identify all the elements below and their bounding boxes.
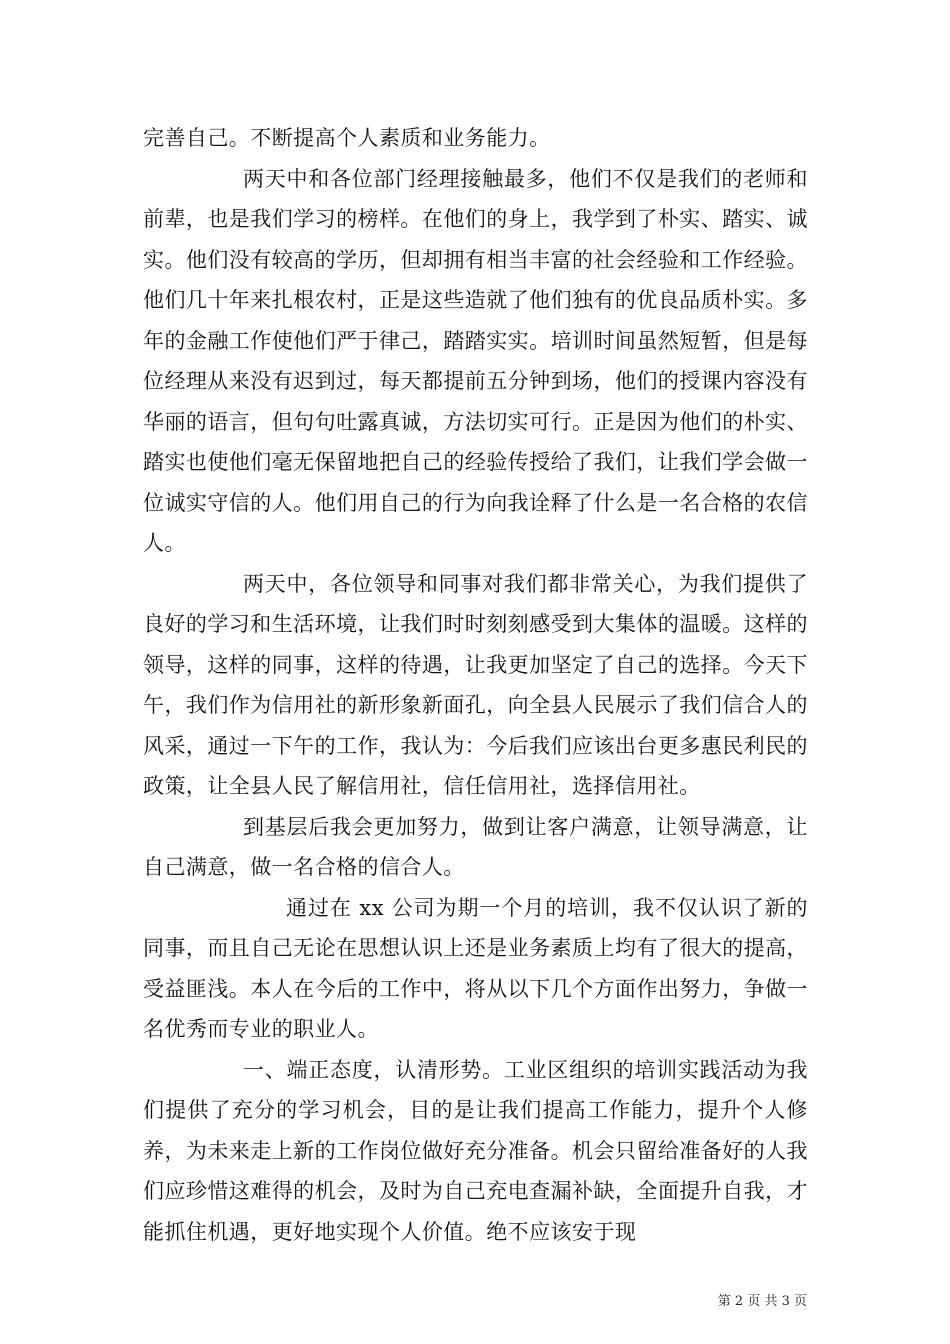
paragraph-managers: 两天中和各位部门经理接触最多，他们不仅是我们的老师和前辈，也是我们学习的榜样。在他们的身上，我学到了朴实、踏实、诚实。他们没有较高的学历，但却拥有相当丰富的社会经验和工作经验。他们几十年来扎根农村，正是这些造就了他们独有的优良品质朴实。多年的金融工作使他们严于律己，踏踏实实。培训时间虽然短暂，但是每位经理从来没有迟到过，每天都提前五分钟到场，他们的授课内容没有华丽的语言，但句句吐露真诚，方法切实可行。正是因为他们的朴实、踏实也使他们毫无保留地把自己的经验传授给了我们，让我们学会做一位诚实守信的人。他们用自己的行为向我诠释了什么是一名合格的农信人。 (143, 166, 808, 555)
page-number-footer: 第 2 页 共 3 页 (717, 1294, 807, 1309)
paragraph-attitude: 一、端正态度，认清形势。工业区组织的培训实践活动为我们提供了充分的学习机会，目的是让我们提高工作能力，提升个人修养，为未来走上新的工作岗位做好充分准备。机会只留给准备好的人我们应珍惜这难得的机会，及时为自己充电查漏补缺，全面提升自我，才能抓住机遇，更好地实现个人价值。绝不应该安于现 (143, 1057, 808, 1244)
paragraph-training: 通过在 xx 公司为期一个月的培训，我不仅认识了新的同事，而且自己无论在思想认识上还是业务素质上均有了很大的提高，受益匪浅。本人在今后的工作中，将从以下几个方面作出努力，争做一名优秀而专业的职业人。 (143, 895, 808, 1041)
body-text (143, 118, 808, 1252)
paragraph-grassroots: 到基层后我会更加努力，做到让客户满意，让领导满意，让自己满意，做一名合格的信合人。 (143, 814, 808, 879)
paragraph-leaders: 两天中，各位领导和同事对我们都非常关心，为我们提供了良好的学习和生活环境，让我们时时刻刻感受到大集体的温暖。这样的领导，这样的同事，这样的待遇，让我更加坚定了自己的选择。今天下午，我们作为信用社的新形象新面孔，向全县人民展示了我们信合人的风采，通过一下午的工作，我认为：今后我们应该出台更多惠民利民的政策，让全县人民了解信用社，信任信用社，选择信用社。 (143, 571, 808, 798)
paragraph-continuation: 完善自己。不断提高个人素质和业务能力。 (143, 126, 551, 150)
